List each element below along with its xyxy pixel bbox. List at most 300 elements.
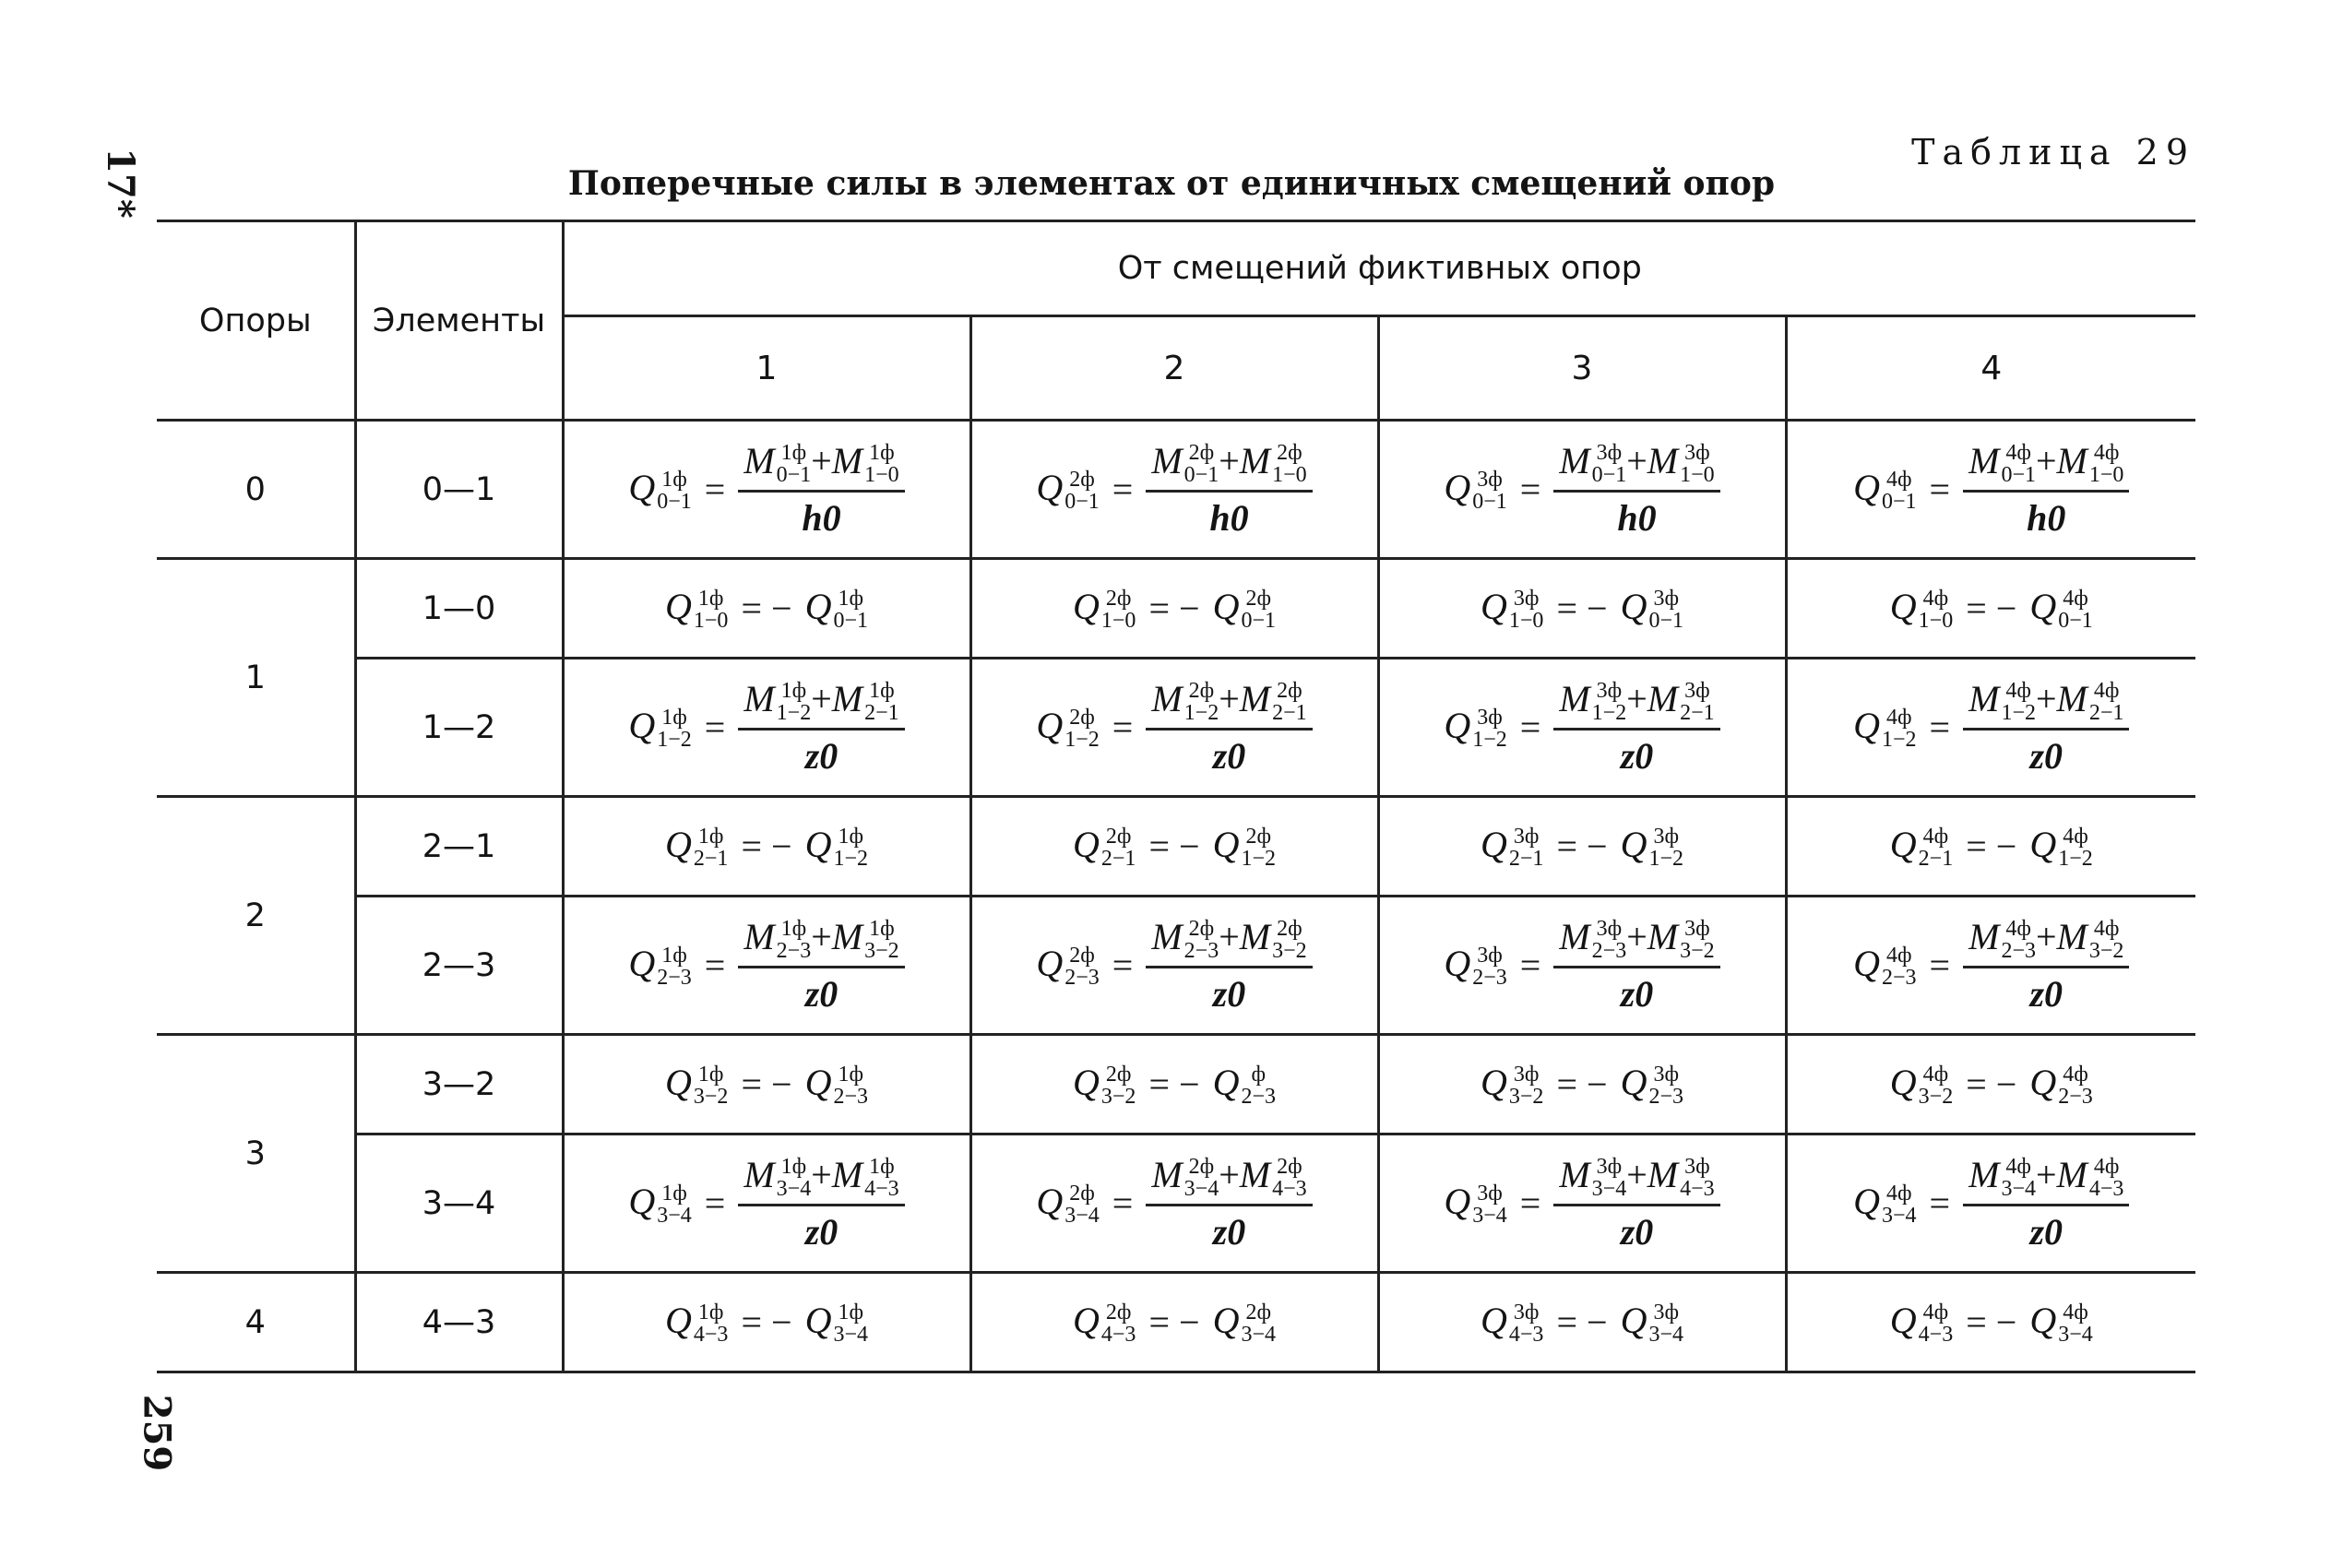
moment-symbol	[743, 1153, 812, 1202]
q-symbol-sub: 2−3	[833, 1085, 868, 1110]
moment-symbol	[1559, 677, 1627, 726]
moment-symbol-sup: 4ф	[2005, 1155, 2031, 1180]
q-symbol	[665, 585, 728, 633]
q-symbol-indices	[1648, 1063, 1683, 1108]
moment-symbol-sup: 3ф	[1596, 679, 1623, 704]
q-symbol-sup: 2ф	[1069, 1182, 1095, 1206]
moment-symbol-indices	[1680, 442, 1715, 486]
q-symbol-letter: Q	[1481, 1061, 1507, 1103]
q-symbol-sub: 0−1	[2058, 609, 2093, 634]
moment-symbol	[1647, 677, 1715, 726]
moment-symbol	[1647, 915, 1715, 964]
denominator: z0	[804, 1211, 838, 1253]
moment-symbol-sup: 1ф	[780, 917, 807, 942]
equals-sign: = −	[1556, 1063, 1608, 1105]
equals-sign: =	[1112, 469, 1134, 510]
q-symbol	[1073, 823, 1136, 871]
moment-symbol-sup: 1ф	[780, 441, 807, 466]
q-symbol-indices	[1064, 469, 1100, 513]
moment-symbol	[1968, 915, 2036, 964]
formula-cell	[1378, 797, 1786, 897]
numerator	[1553, 439, 1719, 493]
q-symbol-indices	[1241, 588, 1276, 632]
q-symbol-letter: Q	[1853, 942, 1880, 984]
q-symbol-sub: 3−2	[1508, 1085, 1544, 1110]
q-symbol	[1444, 1180, 1506, 1228]
equals-sign: =	[1519, 707, 1541, 748]
fraction	[1146, 677, 1312, 778]
moment-symbol	[1647, 439, 1715, 488]
formula-cell	[970, 559, 1378, 659]
support-cell: 3	[157, 1035, 355, 1273]
moment-symbol-indices	[1680, 918, 1715, 962]
moment-symbol-letter: M	[1968, 915, 2000, 957]
q-symbol	[1036, 1180, 1099, 1228]
denominator: z0	[1620, 735, 1654, 778]
q-symbol-sub: 1−2	[2058, 847, 2093, 872]
q-symbol-letter: Q	[1212, 1061, 1240, 1103]
equals-sign: = −	[1148, 826, 1200, 867]
moment-symbol-sup: 3ф	[1596, 917, 1623, 942]
q-symbol-indices	[1919, 826, 1954, 870]
moment-symbol-indices	[864, 918, 899, 962]
q-symbol-letter: Q	[665, 585, 692, 627]
formula	[628, 915, 904, 1016]
moment-symbol	[2056, 439, 2124, 488]
moment-symbol-letter: M	[1559, 677, 1590, 719]
moment-symbol-sub: 3−4	[2001, 1177, 2036, 1202]
q-symbol-sup: 3ф	[1653, 825, 1679, 849]
q-symbol-indices	[2058, 826, 2093, 870]
q-symbol-letter: Q	[1444, 942, 1471, 984]
q-symbol-indices	[1101, 1063, 1136, 1108]
q-symbol-sub: 3−4	[1648, 1323, 1683, 1348]
numerator	[738, 439, 904, 493]
q-symbol-letter: Q	[1444, 704, 1471, 746]
plus-sign: +	[1219, 915, 1240, 957]
numerator	[1146, 915, 1312, 969]
moment-symbol-sub: 2−3	[1591, 939, 1627, 964]
moment-symbol-indices	[1680, 680, 1715, 724]
moment-symbol-indices	[1184, 680, 1219, 724]
q-symbol-indices	[1648, 1301, 1683, 1346]
equals-sign: = −	[741, 826, 792, 867]
moment-symbol-indices	[777, 680, 812, 724]
moment-symbol	[1968, 1153, 2036, 1202]
formula-cell	[563, 1134, 970, 1273]
formula	[1853, 915, 2129, 1016]
moment-symbol-sub: 2−3	[776, 939, 812, 964]
plus-sign: +	[1219, 677, 1240, 719]
q-symbol-sub: 1−2	[1882, 728, 1917, 753]
q-symbol-indices	[1472, 1182, 1507, 1227]
q-symbol-indices	[1064, 707, 1100, 751]
moment-symbol-indices	[777, 1156, 812, 1200]
formula-cell	[1786, 797, 2195, 897]
formula	[1890, 1299, 2093, 1347]
q-symbol-letter: Q	[1036, 466, 1064, 508]
plus-sign: +	[1626, 677, 1647, 719]
element-cell: 3—4	[355, 1134, 563, 1273]
moment-symbol-sub: 0−1	[2001, 463, 2036, 488]
moment-symbol-letter: M	[1647, 1153, 1679, 1195]
q-symbol-sup: 3ф	[1513, 587, 1540, 612]
fraction	[1553, 439, 1719, 540]
table-container	[157, 220, 2195, 1373]
q-symbol-sub: 3−4	[1472, 1204, 1507, 1229]
denominator: z0	[1620, 1211, 1654, 1253]
q-symbol	[1444, 466, 1506, 514]
denominator: z0	[2029, 973, 2064, 1016]
formula	[628, 1153, 904, 1254]
moment-symbol-sub: 3−2	[2088, 939, 2124, 964]
q-symbol-sub: 2−1	[693, 847, 729, 872]
moment-symbol-sup: 4ф	[2005, 441, 2031, 466]
moment-symbol-sub: 1−0	[1680, 463, 1715, 488]
numerator	[738, 677, 904, 731]
moment-symbol-indices	[2089, 442, 2124, 486]
q-symbol-sup: 4ф	[1885, 706, 1912, 731]
q-symbol-indices	[694, 1301, 729, 1346]
moment-symbol-indices	[2089, 918, 2124, 962]
q-symbol-indices	[1064, 1182, 1100, 1227]
q-symbol-sup: 3ф	[1513, 825, 1540, 849]
formula-cell	[1786, 1273, 2195, 1372]
support-cell: 2	[157, 797, 355, 1035]
q-symbol-letter: Q	[1036, 704, 1064, 746]
q-symbol-sup: 2ф	[1105, 1301, 1132, 1325]
formula-cell	[1378, 559, 1786, 659]
moment-symbol-sup: 3ф	[1596, 1155, 1623, 1180]
equals-sign: = −	[1556, 826, 1608, 867]
q-symbol-sub: 3−2	[693, 1085, 729, 1110]
moment-symbol-sub: 4−3	[864, 1177, 899, 1202]
moment-symbol-sub: 0−1	[1183, 463, 1219, 488]
q-symbol-letter: Q	[1073, 823, 1100, 865]
moment-symbol-sub: 0−1	[1591, 463, 1627, 488]
formula-cell	[1786, 897, 2195, 1035]
moment-symbol	[831, 915, 899, 964]
moment-symbol-sup: 3ф	[1684, 1155, 1710, 1180]
q-symbol-letter: Q	[2029, 823, 2057, 865]
moment-symbol-sub: 3−4	[1591, 1177, 1627, 1202]
moment-symbol-sub: 2−1	[1272, 701, 1307, 726]
moment-symbol-sub: 0−1	[776, 463, 812, 488]
q-symbol-sup: 3ф	[1477, 706, 1503, 731]
q-symbol	[2029, 823, 2092, 871]
q-symbol	[1213, 1299, 1276, 1347]
q-symbol	[1073, 1061, 1136, 1109]
q-symbol-sub: 0−1	[1648, 609, 1683, 634]
q-symbol-sup: 4ф	[1885, 944, 1912, 968]
moment-symbol	[1968, 439, 2036, 488]
equals-sign: = −	[741, 588, 792, 629]
q-symbol-sup: 1ф	[838, 1063, 863, 1087]
q-symbol-sup: 4ф	[2063, 1301, 2088, 1325]
moment-symbol-indices	[1184, 442, 1219, 486]
formula-cell	[563, 1035, 970, 1134]
q-symbol	[2029, 585, 2092, 633]
q-symbol-sub: 0−1	[833, 609, 868, 634]
formula	[1073, 1061, 1276, 1109]
equals-sign: =	[1112, 1182, 1134, 1224]
q-symbol-letter: Q	[628, 1180, 656, 1222]
q-symbol-indices	[1241, 1063, 1276, 1108]
q-symbol-letter: Q	[628, 466, 656, 508]
header-col-1: 1	[563, 316, 970, 421]
formula	[1481, 823, 1683, 871]
q-symbol-indices	[1919, 1301, 1954, 1346]
numerator	[1553, 915, 1719, 969]
denominator: z0	[2029, 1211, 2064, 1253]
q-symbol-sub: 0−1	[1241, 609, 1276, 634]
moment-symbol-sub: 3−2	[1272, 939, 1307, 964]
q-symbol-letter: Q	[628, 942, 656, 984]
q-symbol-sub: 4−3	[1100, 1323, 1136, 1348]
moment-symbol-sup: 2ф	[1188, 917, 1215, 942]
moment-symbol	[1559, 915, 1627, 964]
moment-symbol-sup: 4ф	[2093, 917, 2120, 942]
moment-symbol-indices	[1184, 1156, 1219, 1200]
formula	[1481, 1299, 1683, 1347]
moment-symbol-letter: M	[1559, 439, 1590, 481]
numerator	[1963, 677, 2129, 731]
formula-cell	[1378, 659, 1786, 797]
q-symbol-sup: 3ф	[1477, 944, 1503, 968]
q-symbol	[665, 1299, 728, 1347]
moment-symbol-indices	[1592, 442, 1627, 486]
q-symbol-indices	[1648, 588, 1683, 632]
moment-symbol-letter: M	[1151, 439, 1183, 481]
moment-symbol-sub: 1−0	[864, 463, 899, 488]
formula	[1853, 677, 2129, 778]
equals-sign: = −	[741, 1063, 792, 1105]
formula-cell	[563, 421, 970, 559]
equals-sign: = −	[741, 1301, 792, 1343]
equals-sign: =	[704, 707, 726, 748]
q-symbol-indices	[2058, 1063, 2093, 1108]
moment-symbol-indices	[1272, 680, 1307, 724]
moment-symbol-sub: 2−3	[2001, 939, 2036, 964]
q-symbol-letter: Q	[1444, 466, 1471, 508]
q-symbol-sup: 4ф	[2063, 1063, 2088, 1087]
equals-sign: = −	[1966, 826, 2017, 867]
formula-cell	[563, 1273, 970, 1372]
q-symbol-sup: 4ф	[1922, 825, 1949, 849]
element-cell: 3—2	[355, 1035, 563, 1134]
fraction	[738, 677, 904, 778]
q-symbol-indices	[1919, 1063, 1954, 1108]
numerator	[1963, 439, 2129, 493]
formula-cell	[970, 1273, 1378, 1372]
q-symbol-sub: 3−4	[833, 1323, 868, 1348]
moment-symbol-letter: M	[831, 1153, 863, 1195]
moment-symbol-indices	[1272, 1156, 1307, 1200]
moment-symbol-indices	[864, 1156, 899, 1200]
q-symbol-sup: 2ф	[1069, 944, 1095, 968]
moment-symbol-sub: 1−2	[776, 701, 812, 726]
moment-symbol-sup: 1ф	[869, 441, 895, 466]
element-cell: 1—0	[355, 559, 563, 659]
q-symbol-letter: Q	[2029, 1299, 2057, 1341]
denominator: z0	[804, 735, 838, 778]
q-symbol	[1213, 585, 1276, 633]
q-symbol-letter: Q	[1620, 1061, 1647, 1103]
q-symbol-letter: Q	[1889, 585, 1917, 627]
q-symbol-indices	[1882, 1182, 1917, 1227]
moment-symbol-letter: M	[831, 915, 863, 957]
moment-symbol-sup: 1ф	[780, 679, 807, 704]
formula	[665, 1299, 868, 1347]
moment-symbol-sub: 3−4	[1183, 1177, 1219, 1202]
q-symbol-indices	[657, 469, 692, 513]
q-symbol-sup: 1ф	[697, 1301, 724, 1325]
moment-symbol	[2056, 1153, 2124, 1202]
equals-sign: =	[1519, 469, 1541, 510]
q-symbol-sub: 1−2	[1241, 847, 1276, 872]
q-symbol-indices	[1241, 1301, 1276, 1346]
formula-cell	[1378, 897, 1786, 1035]
table-row	[157, 1273, 2195, 1372]
q-symbol-sub: 1−2	[1064, 728, 1100, 753]
numerator	[738, 915, 904, 969]
q-symbol-letter: Q	[1036, 942, 1064, 984]
q-symbol-indices	[1919, 588, 1954, 632]
q-symbol-sup: 1ф	[838, 825, 863, 849]
q-symbol-sub: 1−2	[1648, 847, 1683, 872]
moment-symbol-sub: 3−2	[1680, 939, 1715, 964]
q-symbol-sub: 1−2	[833, 847, 868, 872]
q-symbol-sub: 2−3	[1472, 966, 1507, 991]
equals-sign: =	[1519, 1182, 1541, 1224]
moment-symbol-sup: 1ф	[780, 1155, 807, 1180]
q-symbol-letter: Q	[1889, 823, 1917, 865]
q-symbol-sub: 2−1	[1100, 847, 1136, 872]
denominator: z0	[804, 973, 838, 1016]
q-symbol-letter: Q	[804, 1061, 832, 1103]
q-symbol	[1621, 823, 1683, 871]
table-row	[157, 559, 2195, 659]
q-symbol	[1621, 585, 1683, 633]
plus-sign: +	[2035, 915, 2057, 957]
q-symbol	[1444, 942, 1506, 990]
numerator	[1963, 915, 2129, 969]
q-symbol	[2029, 1061, 2092, 1109]
moment-symbol-indices	[1272, 918, 1307, 962]
q-symbol	[665, 823, 728, 871]
moment-symbol-indices	[864, 442, 899, 486]
moment-symbol	[831, 677, 899, 726]
q-symbol	[1621, 1061, 1683, 1109]
q-symbol-sub: 1−0	[1918, 609, 1954, 634]
header-group: От смещений фиктивных опор	[563, 221, 2195, 316]
formula	[1444, 439, 1719, 540]
plus-sign: +	[1219, 1153, 1240, 1195]
q-symbol-indices	[2058, 588, 2093, 632]
q-symbol-letter: Q	[1853, 466, 1880, 508]
equals-sign: =	[1929, 707, 1951, 748]
moment-symbol-letter: M	[2056, 1153, 2087, 1195]
q-symbol-sub: 1−0	[1100, 609, 1136, 634]
numerator	[738, 1153, 904, 1207]
moment-symbol-sup: 4ф	[2005, 917, 2031, 942]
q-symbol	[1853, 704, 1916, 752]
q-symbol-letter: Q	[1889, 1061, 1917, 1103]
q-symbol	[1481, 585, 1543, 633]
q-symbol	[1036, 942, 1099, 990]
moment-symbol-indices	[777, 918, 812, 962]
formula	[1890, 1061, 2093, 1109]
formula-cell	[1378, 421, 1786, 559]
fraction	[738, 1153, 904, 1254]
q-symbol-indices	[1472, 469, 1507, 513]
q-symbol-sup: 2ф	[1069, 468, 1095, 493]
moment-symbol-letter: M	[1151, 677, 1183, 719]
moment-symbol	[743, 439, 812, 488]
fraction	[1146, 1153, 1312, 1254]
table-row	[157, 897, 2195, 1035]
moment-symbol-letter: M	[2056, 677, 2087, 719]
moment-symbol-indices	[777, 442, 812, 486]
q-symbol-sub: 0−1	[1064, 490, 1100, 515]
moment-symbol-letter: M	[1647, 677, 1679, 719]
q-symbol-sub: 0−1	[657, 490, 692, 515]
q-symbol-sup: 1ф	[661, 468, 687, 493]
equals-sign: =	[1929, 1182, 1951, 1224]
q-symbol-sup: 4ф	[1885, 468, 1912, 493]
table-row	[157, 659, 2195, 797]
moment-symbol-sub: 2−1	[864, 701, 899, 726]
q-symbol-indices	[833, 1063, 868, 1108]
denominator: h0	[1617, 497, 1657, 540]
formula-cell	[970, 1035, 1378, 1134]
plus-sign: +	[811, 439, 832, 481]
equals-sign: =	[1519, 944, 1541, 986]
moment-symbol-sup: 3ф	[1684, 679, 1710, 704]
q-symbol	[628, 704, 691, 752]
formula	[1444, 677, 1719, 778]
moment-symbol-sup: 1ф	[869, 1155, 895, 1180]
moment-symbol-letter: M	[743, 1153, 775, 1195]
fraction	[738, 915, 904, 1016]
table-row	[157, 421, 2195, 559]
q-symbol	[1481, 1061, 1543, 1109]
q-symbol-sub: 1−2	[1472, 728, 1507, 753]
q-symbol-sub: 2−1	[1918, 847, 1954, 872]
moment-symbol-letter: M	[1239, 915, 1271, 957]
equals-sign: = −	[1148, 588, 1200, 629]
formula	[1853, 439, 2129, 540]
q-symbol-sup: 1ф	[697, 1063, 724, 1087]
equals-sign: =	[1929, 944, 1951, 986]
q-symbol-sub: 3−4	[2058, 1323, 2093, 1348]
moment-symbol-letter: M	[2056, 439, 2087, 481]
moment-symbol-letter: M	[1239, 439, 1271, 481]
q-symbol-sup: 4ф	[1922, 1301, 1949, 1325]
denominator: h0	[802, 497, 841, 540]
q-symbol-sub: 2−3	[2058, 1085, 2093, 1110]
q-symbol-sup: 4ф	[1922, 1063, 1949, 1087]
formula	[628, 677, 904, 778]
q-symbol	[1036, 466, 1099, 514]
q-symbol-sub: 4−3	[1508, 1323, 1544, 1348]
q-symbol-sup: 2ф	[1245, 1301, 1271, 1325]
moment-symbol-letter: M	[1968, 439, 2000, 481]
formula-cell	[970, 897, 1378, 1035]
q-symbol-sub: 4−3	[1918, 1323, 1954, 1348]
formula	[1073, 585, 1276, 633]
q-symbol-sup: 1ф	[697, 825, 724, 849]
